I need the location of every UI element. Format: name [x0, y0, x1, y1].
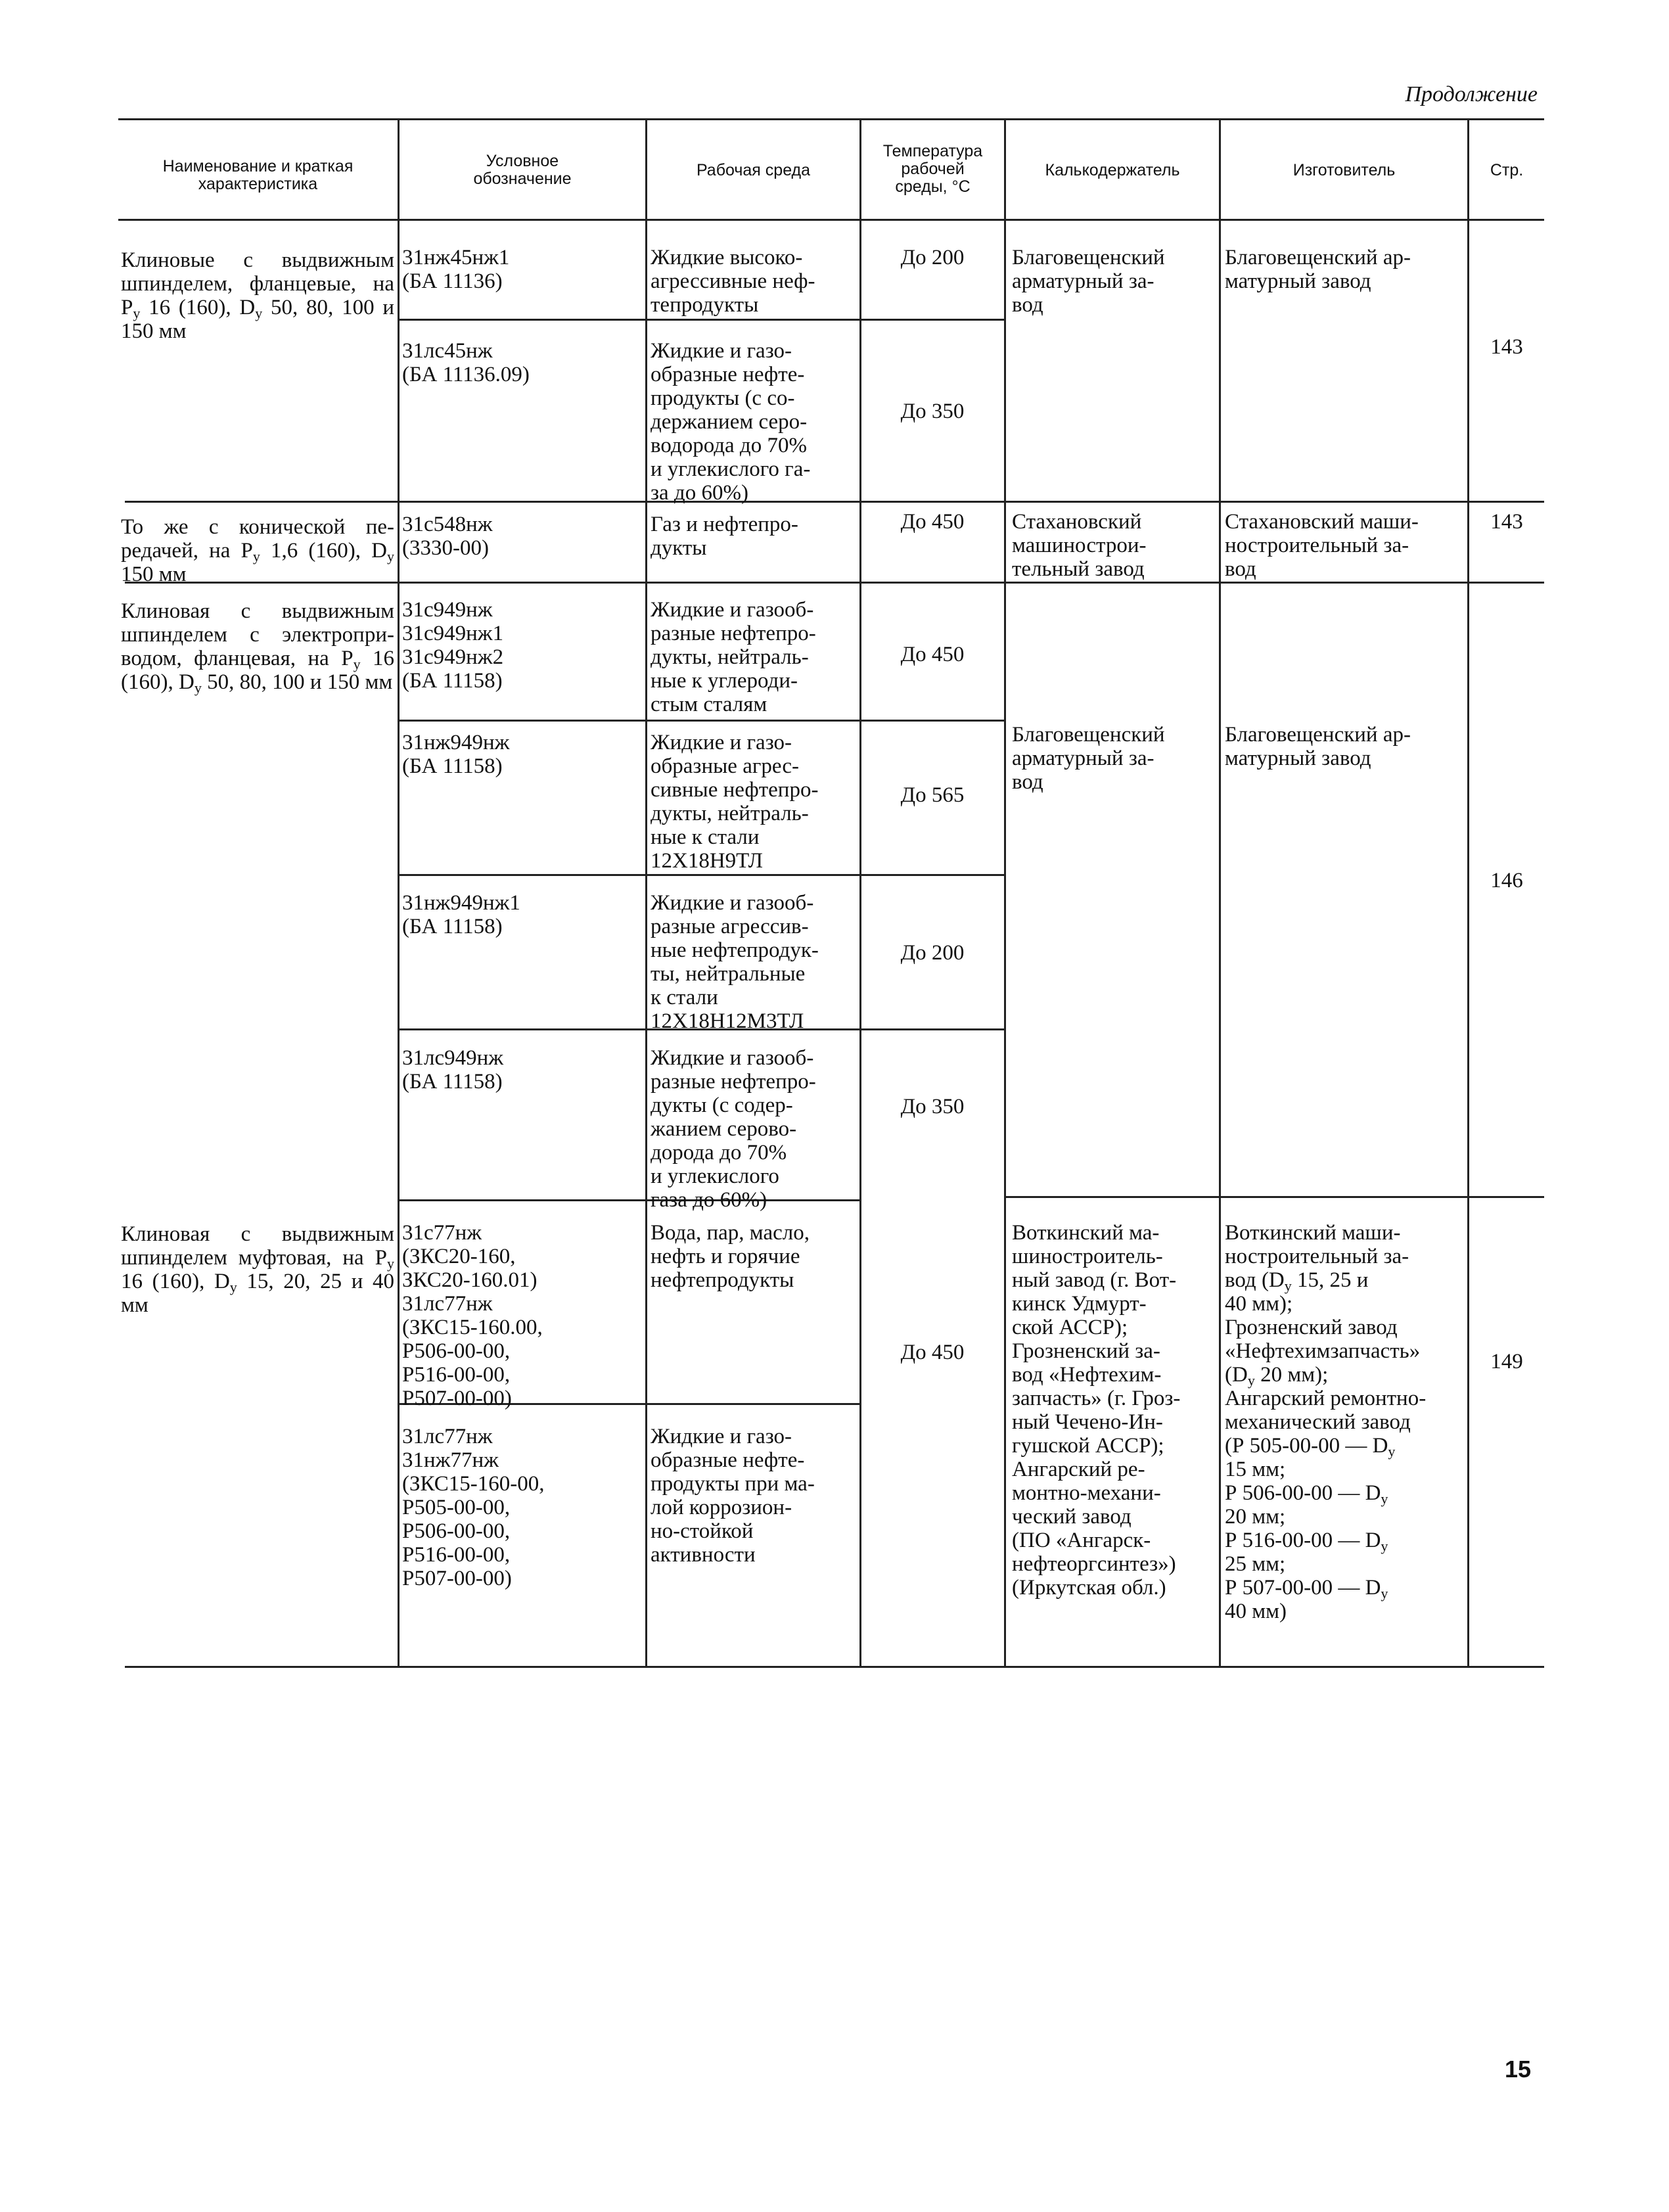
column-header-manufacturer: Изготовитель	[1292, 161, 1396, 179]
manufacturer-cell: Стахановский маши- ностроительный за- вод	[1225, 510, 1419, 581]
designation-cell: 31лс949нж (БА 11158)	[402, 1046, 504, 1094]
temperature-cell: До 350	[900, 1095, 965, 1118]
column-header-drawing-holder: Калькодержатель	[1045, 161, 1180, 179]
temperature-cell: До 200	[900, 246, 965, 269]
column-header-medium: Рабочая среда	[696, 161, 811, 179]
designation-cell: 31лс77нж 31нж77нж (ЗКС15-160-00, Р505-00-00, Р506-00-00, Р516-00-00, Р507-00-00)	[402, 1425, 545, 1590]
medium-cell: Жидкие и газо- образные агрес- сивные нефтепро- дукты, нейтраль- ные к стали 12Х18Н9ТЛ	[651, 731, 819, 873]
designation-cell: 31нж949нж1 (БА 11158)	[402, 891, 520, 938]
column-header-temperature: Температура рабочей среды, °С	[882, 142, 983, 196]
page-number: 15	[1504, 2056, 1531, 2083]
column-header-name: Наименование и краткая характеристика	[162, 157, 354, 193]
designation-cell: 31нж45нж1 (БА 11136)	[402, 246, 510, 293]
page-cell: 149	[1490, 1350, 1523, 1373]
medium-cell: Жидкие и газооб- разные нефтепро- дукты (с содер- жанием серово- дорода до 70% и углекислого газа до 60%)	[651, 1046, 816, 1212]
designation-cell: 31с548нж (3330-00)	[402, 513, 493, 560]
medium-cell: Газ и нефтепро- дукты	[651, 513, 798, 560]
column-header-designation: Условное обозначение	[473, 152, 572, 188]
medium-cell: Жидкие и газо- образные нефте- продукты (с со- держанием серо- водорода до 70% и углекислого га- за до 60%)	[651, 339, 811, 505]
column-header-page: Стр.	[1490, 161, 1524, 179]
temperature-cell: До 450	[900, 643, 965, 666]
designation-cell: 31лс45нж (БА 11136.09)	[402, 339, 530, 386]
temperature-cell: До 200	[900, 941, 965, 965]
drawing-holder-cell: Воткинский ма- шиностроитель- ный завод (г. Вот- кинск Удмурт- ской АССР); Грозненский за- вод «Нефтехим- запчасть» (г. Гроз- ный Чечено-Ин- гушской АССР); Ангарский ре- монтно-механи- ческий завод (ПО «Ангарск- нефтеоргсинтез») (Иркутская обл.)	[1012, 1221, 1181, 1600]
designation-cell: 31с77нж (ЗКС20-160, ЗКС20-160.01) 31лс77нж (ЗКС15-160.00, Р506-00-00, Р516-00-00, Р507-00-00)	[402, 1221, 543, 1410]
medium-cell: Жидкие высоко- агрессивные неф- тепродукты	[651, 246, 815, 317]
row-name: То же с конической пе-редачей, на $P_у$ 1,6 (160), $D_у$ 150 мм	[121, 515, 394, 586]
manufacturer-cell: Благовещенский ар- матурный завод	[1225, 246, 1411, 293]
drawing-holder-cell: Стахановский машинострои- тельный завод	[1012, 510, 1147, 581]
medium-cell: Жидкие и газооб- разные нефтепро- дукты, нейтраль- ные к углероди- стым сталям	[651, 598, 816, 716]
temperature-cell: До 450	[900, 510, 965, 534]
temperature-cell: До 350	[900, 400, 965, 423]
drawing-holder-cell: Благовещенский арматурный за- вод	[1012, 723, 1165, 794]
row-name: Клиновые с выдвижным шпинделем, фланцевые, на $P_у$ 16 (160), $D_у$ 50, 80, 100 и 150 мм	[121, 248, 394, 343]
manufacturer-cell: Воткинский маши- ностроительный за- вод ($D_у$ 15, 25 и 40 мм); Грозненский завод «Нефтехимзапчасть» ($D_у$ 20 мм); Ангарский ремонтно- механический завод (Р 505-00-00 — $D_у$ 15 мм; Р 506-00-00 — $D_у$ 20 мм; Р 516-00-00 — $D_у$ 25 мм; Р 507-00-00 — $D_у$ 40 мм)	[1225, 1221, 1427, 1623]
drawing-holder-cell: Благовещенский арматурный за- вод	[1012, 246, 1165, 317]
page-cell: 146	[1490, 869, 1523, 892]
continuation-label: Продолжение	[1405, 82, 1538, 106]
page-cell: 143	[1490, 510, 1523, 534]
page-cell: 143	[1490, 335, 1523, 359]
designation-cell: 31с949нж 31с949нж1 31с949нж2 (БА 11158)	[402, 598, 504, 693]
medium-cell: Вода, пар, масло, нефть и горячие нефтепродукты	[651, 1221, 810, 1292]
row-name: Клиновая с выдвижным шпинделем муфтовая, на $P_у$ 16 (160), $D_у$ 15, 20, 25 и 40 мм	[121, 1222, 394, 1317]
temperature-cell: До 450	[900, 1341, 965, 1364]
designation-cell: 31нж949нж (БА 11158)	[402, 731, 510, 778]
medium-cell: Жидкие и газо- образные нефте- продукты при ма- лой коррозион- но-стойкой активности	[651, 1425, 815, 1567]
medium-cell: Жидкие и газооб- разные агрессив- ные нефтепродук- ты, нейтральные к стали 12Х18Н12М3ТЛ	[651, 891, 819, 1033]
row-name: Клиновая с выдвижным шпинделем с электропри-водом, фланцевая, на $P_у$ 16 (160), $D_у$ 50, 80, 100 и 150 мм	[121, 599, 395, 696]
manufacturer-cell: Благовещенский ар- матурный завод	[1225, 723, 1411, 770]
temperature-cell: До 565	[900, 783, 965, 807]
